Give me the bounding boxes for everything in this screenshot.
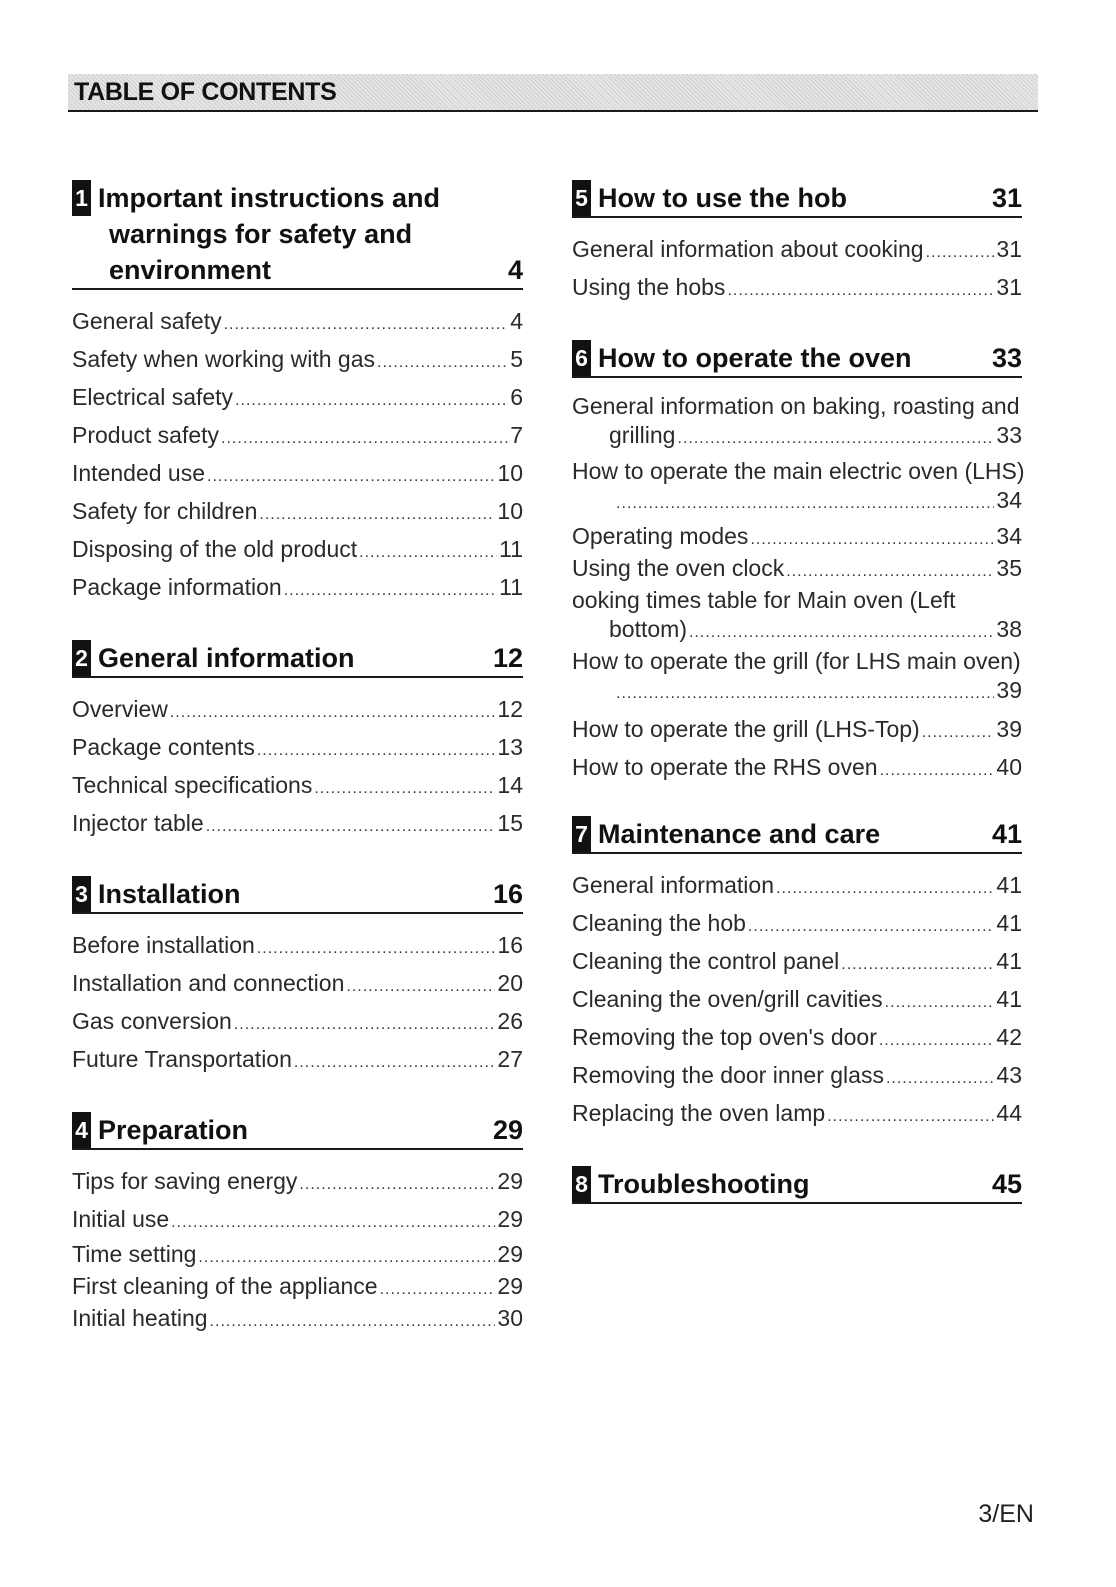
toc-entry[interactable] [72,1202,523,1240]
section-number-badge: 1 [72,180,91,216]
section-page: 29 [492,1115,523,1145]
section-heading-5[interactable] [572,180,1022,218]
entry-label: Replacing the oven lamp [572,1100,826,1126]
section-title-line: Important instructions and [98,183,441,213]
toc-entry[interactable] [72,418,523,456]
section-number-badge: 5 [572,180,591,216]
entry-page: 41 [996,986,1022,1012]
entry-page: 10 [497,460,523,486]
leader-dots [616,489,994,518]
entry-page: 5 [510,346,523,372]
section-page: 41 [991,819,1022,849]
leader-dots [234,1008,496,1042]
entry-label: Gas conversion [72,1008,232,1034]
entry-label: Initial heating [72,1305,208,1331]
entry-label: Safety for children [72,498,258,524]
entry-page: 7 [510,422,523,448]
toc-entry[interactable] [572,982,1022,1020]
entry-page: 27 [497,1046,523,1072]
entry-label: General safety [72,308,222,334]
section-number-badge: 7 [572,816,591,852]
entry-page: 29 [497,1168,523,1194]
leader-dots [885,986,995,1020]
entry-label-continued: bottom) [609,616,687,642]
section-heading-8[interactable] [572,1166,1022,1204]
entry-page: 31 [996,274,1022,300]
entry-label: General information on baking, roasting and [572,393,1020,419]
toc-entry[interactable] [572,457,1025,518]
toc-entry[interactable] [72,380,523,418]
entry-page: 12 [497,696,523,722]
toc-entry[interactable] [572,232,1022,270]
section-page: 4 [507,255,523,285]
section-entries-4 [72,1164,523,1336]
entry-continuation [572,421,1022,453]
page-number: 3/EN [978,1500,1034,1528]
section-entries-6 [572,392,1025,788]
entry-page: 13 [497,734,523,760]
entry-label: Operating modes [572,523,749,549]
leader-dots [171,1206,495,1240]
entry-page: 31 [996,236,1022,262]
toc-entry[interactable] [572,712,1022,750]
toc-entry[interactable] [572,647,1022,708]
entry-label: How to operate the grill (for LHS main oven) [572,648,1021,674]
entry-label: How to operate the main electric oven (LHS) [572,458,1025,484]
section-number-badge: 6 [572,340,591,376]
leader-dots [750,525,994,554]
leader-dots [677,424,994,453]
entry-label: Cleaning the control panel [572,948,840,974]
entry-page: 29 [497,1241,523,1267]
leader-dots [616,679,994,708]
leader-dots [727,274,994,308]
leader-dots [827,1100,994,1134]
section-title [98,180,500,288]
entry-label: Safety when working with gas [72,346,375,372]
entry-page: 20 [497,970,523,996]
section-number-badge: 3 [72,876,91,912]
entry-label: Cleaning the hob [572,910,746,936]
entry-page: 42 [996,1024,1022,1050]
toc-entry[interactable] [72,494,523,532]
leader-dots [284,574,497,608]
leader-dots [207,460,495,494]
section-title: General information [98,643,355,673]
leader-dots [886,1062,994,1096]
toc-entry[interactable] [572,554,1022,586]
left-column [72,180,523,1368]
section-entries-2 [72,692,523,844]
entry-page: 4 [510,308,523,334]
entry-page: 44 [996,1100,1022,1126]
section-title: How to operate the oven [598,343,912,373]
toc-entry[interactable] [72,342,523,380]
section-entries-7 [572,868,1022,1134]
entry-label: Using the hobs [572,274,726,300]
leader-dots [299,1168,495,1202]
leader-dots [748,910,994,944]
entry-page: 43 [996,1062,1022,1088]
section-number-badge: 8 [572,1166,591,1202]
entry-label: Electrical safety [72,384,234,410]
entry-page: 14 [497,772,523,798]
entry-label: How to operate the RHS oven [572,754,878,780]
leader-dots [346,970,495,1004]
entry-label: Installation and connection [72,970,345,996]
section-title: Troubleshooting [598,1169,810,1199]
entry-label: First cleaning of the appliance [72,1273,378,1299]
leader-dots [235,384,508,418]
entry-page: 11 [499,574,523,600]
page-title: TABLE OF CONTENTS [74,78,337,106]
entry-page: 41 [996,910,1022,936]
entry-page: 26 [497,1008,523,1034]
leader-dots [359,536,497,570]
section-title: Preparation [98,1115,249,1145]
toc-entry[interactable] [72,532,523,570]
entry-continuation [572,486,1022,518]
section-entries-1 [72,304,523,608]
leader-dots [880,754,995,788]
entry-label: Initial use [72,1206,170,1232]
entry-label: General information about cooking [572,236,924,262]
leader-dots [259,498,495,532]
entry-label: Cleaning the oven/grill cavities [572,986,883,1012]
leader-dots [221,422,508,456]
entry-page: 35 [996,555,1022,581]
toc-entry[interactable] [72,730,523,768]
toc-entry[interactable] [72,966,523,1004]
toc-entry[interactable] [72,1304,523,1336]
entry-label: Removing the top oven's door [572,1024,877,1050]
entry-page: 29 [497,1206,523,1232]
entry-label: Intended use [72,460,206,486]
leader-dots [922,716,995,750]
section-page: 31 [991,183,1022,213]
entry-page: 10 [497,498,523,524]
entry-page: 38 [996,616,1022,642]
toc-entry[interactable] [572,906,1022,944]
toc-entry[interactable] [72,1272,523,1304]
leader-dots [314,772,495,806]
entry-label: Injector table [72,810,204,836]
entry-label: ooking times table for Main oven (Left [572,587,956,613]
toc-entry[interactable] [72,806,523,844]
toc-entry[interactable] [572,944,1022,982]
leader-dots [689,618,994,647]
toc-entry[interactable] [572,586,1022,647]
entry-label: General information [572,872,774,898]
toc-banner [68,74,1038,112]
section-page: 16 [492,879,523,909]
leader-dots [210,1307,496,1336]
entry-page: 33 [996,422,1022,448]
leader-dots [257,932,496,966]
entry-label: Disposing of the old product [72,536,358,562]
entry-page: 34 [996,487,1022,513]
leader-dots [206,810,496,844]
leader-dots [198,1243,495,1272]
toc-entry[interactable] [72,768,523,806]
toc-entry[interactable] [72,1004,523,1042]
toc-entry[interactable] [72,304,523,342]
entry-label: Overview [72,696,168,722]
entry-page: 15 [497,810,523,836]
entry-label: Before installation [72,932,255,958]
leader-dots [879,1024,995,1058]
toc-entry[interactable] [72,570,523,608]
leader-dots [841,948,994,982]
section-entries-3 [72,928,523,1080]
section-heading-3[interactable] [72,876,523,914]
entry-label: Using the oven clock [572,555,785,581]
section-entries-5 [572,232,1022,308]
toc-entry[interactable] [572,868,1022,906]
entry-page: 29 [497,1273,523,1299]
toc-entry[interactable] [572,1058,1022,1096]
entry-page: 41 [996,872,1022,898]
section-page: 33 [991,343,1022,373]
leader-dots [294,1046,496,1080]
entry-page: 39 [996,677,1022,703]
leader-dots [170,696,496,730]
entry-continuation [572,676,1022,708]
entry-continuation [572,615,1022,647]
toc-entry[interactable] [72,1164,523,1202]
toc-entry[interactable] [572,392,1022,453]
section-heading-1[interactable] [72,180,523,290]
entry-page: 39 [996,716,1022,742]
toc-entry[interactable] [72,928,523,966]
entry-page: 16 [497,932,523,958]
leader-dots [257,734,496,768]
toc-entry[interactable] [572,1020,1022,1058]
section-title-line: environment [109,255,272,285]
entry-label: Technical specifications [72,772,313,798]
section-number-badge: 2 [72,640,91,676]
entry-label: Product safety [72,422,220,448]
entry-page: 11 [499,536,523,562]
entry-page: 41 [996,948,1022,974]
entry-label-continued: grilling [609,422,676,448]
entry-label: How to operate the grill (LHS-Top) [572,716,920,742]
section-heading-7[interactable] [572,816,1022,854]
entry-label: Tips for saving energy [72,1168,298,1194]
entry-label: Package information [72,574,282,600]
section-page: 45 [991,1169,1022,1199]
entry-label: Future Transportation [72,1046,292,1072]
toc-entry[interactable] [572,522,1022,554]
entry-page: 34 [996,523,1022,549]
leader-dots [776,872,994,906]
toc-entry[interactable] [72,456,523,494]
toc-entry[interactable] [72,692,523,730]
toc-entry[interactable] [572,270,1022,308]
section-number-badge: 4 [72,1112,91,1148]
toc-entry[interactable] [572,1096,1022,1134]
leader-dots [926,236,995,270]
section-heading-6[interactable] [572,340,1022,378]
leader-dots [380,1275,496,1304]
toc-entry[interactable] [72,1240,523,1272]
section-heading-2[interactable] [72,640,523,678]
section-page: 12 [492,643,523,673]
entry-page: 6 [510,384,523,410]
entry-label: Removing the door inner glass [572,1062,884,1088]
leader-dots [224,308,509,342]
section-heading-4[interactable] [72,1112,523,1150]
entry-page: 30 [497,1305,523,1331]
leader-dots [377,346,508,380]
section-title-line: warnings for safety and [109,219,413,249]
right-column [572,180,1025,1204]
entry-page: 40 [996,754,1022,780]
leader-dots [786,557,994,586]
section-title: Installation [98,879,241,909]
entry-label: Package contents [72,734,255,760]
entry-label: Time setting [72,1241,197,1267]
section-title: Maintenance and care [598,819,881,849]
toc-entry[interactable] [572,750,1022,788]
toc-entry[interactable] [72,1042,523,1080]
section-title: How to use the hob [598,183,847,213]
